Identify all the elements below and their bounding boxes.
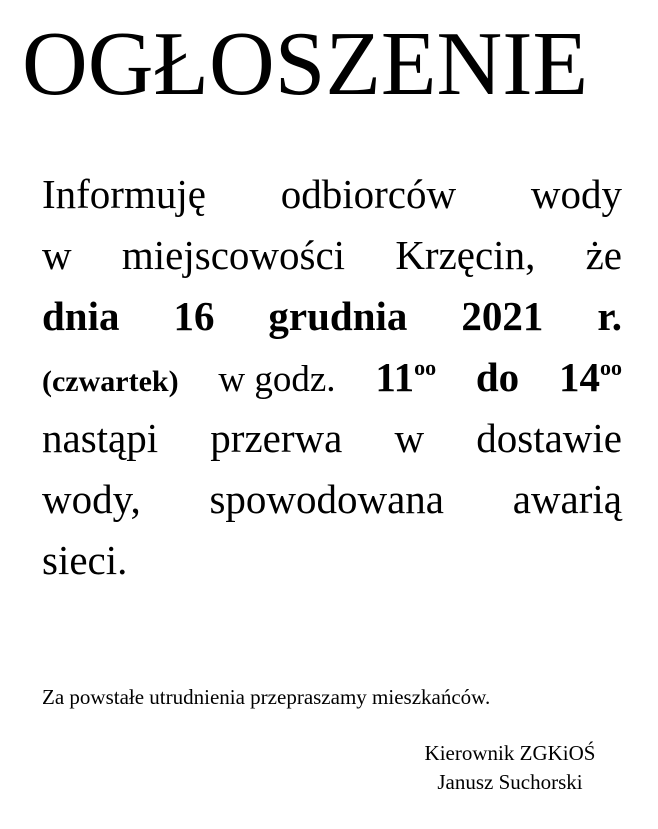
body-word: godz.	[254, 359, 336, 400]
body-word: nastąpi	[42, 415, 159, 461]
body-line-6	[42, 469, 622, 530]
signature-role: Kierownik ZGKiOŚ	[424, 741, 596, 765]
body-word: w	[394, 415, 425, 461]
time-from	[375, 347, 436, 414]
body-word: Krzęcin,	[395, 232, 536, 278]
body-line-2	[42, 225, 622, 286]
body-word: dostawie	[476, 415, 622, 461]
body-word: w	[42, 232, 72, 278]
time-to-hour: 14	[558, 354, 600, 400]
body-word: że	[585, 232, 622, 278]
body-word: Informuję	[42, 171, 206, 217]
date-day: 16	[173, 293, 215, 339]
body-word: miejscowości	[121, 232, 346, 278]
time-from-hour: 11	[375, 354, 415, 400]
weekday: (czwartek)	[42, 365, 179, 398]
body-word: awarią	[512, 476, 622, 522]
body-word: wody,	[42, 476, 141, 522]
hours-prefix	[218, 349, 335, 410]
date-word: dnia	[42, 293, 120, 339]
body-line-1	[42, 164, 622, 225]
date-month: grudnia	[268, 293, 408, 339]
time-to	[559, 347, 622, 414]
time-to-minutes: oo	[599, 355, 622, 380]
signature-name: Janusz Suchorski	[437, 770, 583, 794]
body-line-7	[42, 530, 622, 591]
body-word: sieci.	[42, 537, 128, 583]
date-suffix: r.	[597, 293, 622, 339]
body-word: przerwa	[210, 415, 343, 461]
body-line-3-date	[42, 286, 622, 347]
body-word: wody	[530, 171, 622, 217]
time-connector: do	[475, 354, 520, 400]
body-word: spowodowana	[209, 476, 445, 522]
signature-block	[405, 739, 615, 797]
body-line-4-time	[42, 347, 622, 408]
body-word: odbiorców	[280, 171, 457, 217]
date-year: 2021	[461, 293, 544, 339]
apology-note: Za powstałe utrudnienia przepraszamy mieszkańców.	[42, 685, 491, 709]
page-title: OGŁOSZENIE	[22, 13, 589, 114]
body-word: w	[218, 359, 246, 400]
time-from-minutes: oo	[414, 355, 437, 380]
body-line-5	[42, 408, 622, 469]
announcement-body	[42, 164, 622, 591]
